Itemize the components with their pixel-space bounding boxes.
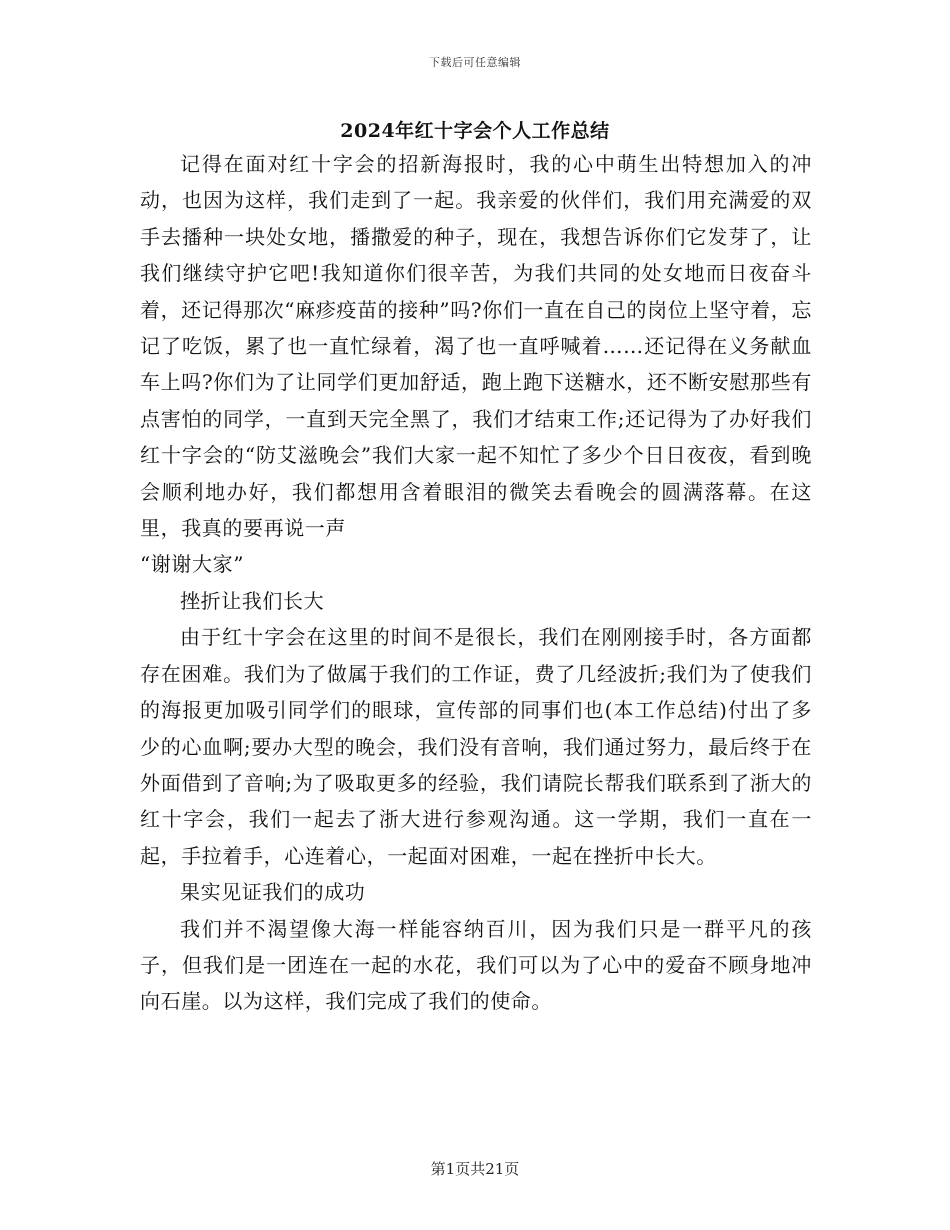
header-note: 下载后可任意编辑 (429, 56, 521, 69)
paragraph-intro: 记得在面对红十字会的招新海报时，我的心中萌生出特想加入的冲动，也因为这样，我们走到了一起。我亲爱的伙伴们，我们用充满爱的双手去播种一块处女地，播撒爱的种子，现在，我想告诉你们它发芽了，让我们继续守护它吧!我知道你们很辛苦，为我们共同的处女地而日夜奋斗着，还记得那次“麻疹疫苗的接种”吗?你们一直在自己的岗位上坚守着，忘记了吃饭，累了也一直忙绿着，渴了也一直呼喊着……还记得在义务献血车上吗?你们为了让同学们更加舒适，跑上跑下送糖水，还不断安慰那些有点害怕的同学，一直到天完全黑了，我们才结束工作;还记得为了办好我们红十字会的“防艾滋晚会”我们大家一起不知忙了多少个日日夜夜，看到晚会顺利地办好，我们都想用含着眼泪的微笑去看晚会的圆满落幕。在这里，我真的要再说一声 (140, 152, 812, 541)
paragraph-setbacks: 由于红十字会在这里的时间不是很长，我们在刚刚接手时，各方面都存在困难。我们为了做属于我们的工作证，费了几经波折;我们为了使我们的海报更加吸引同学们的眼球，宣传部的同事们也(本工作总结)付出了多少的心血啊;要办大型的晚会，我们没有音响，我们通过努力，最后终于在外面借到了音响;为了吸取更多的经验，我们请院长帮我们联系到了浙大的红十字会，我们一起去了浙大进行参观沟通。这一学期，我们一直在一起，手拉着手，心连着心，一起面对困难，一起在挫折中长大。 (140, 625, 812, 868)
section-heading-setbacks: 挫折让我们长大 (180, 588, 325, 613)
document-body (140, 146, 812, 1020)
paragraph-thanks: “谢谢大家” (140, 552, 245, 577)
section-heading-success: 果实见证我们的成功 (180, 880, 366, 905)
page-footer: 第1页共21页 (430, 1160, 520, 1178)
paragraph-success: 我们并不渴望像大海一样能容纳百川，因为我们只是一群平凡的孩子，但我们是一团连在一起的水花，我们可以为了心中的爱奋不顾身地冲向石崖。以为这样，我们完成了我们的使命。 (140, 916, 812, 1014)
document-title: 2024年红十字会个人工作总结 (340, 120, 610, 142)
